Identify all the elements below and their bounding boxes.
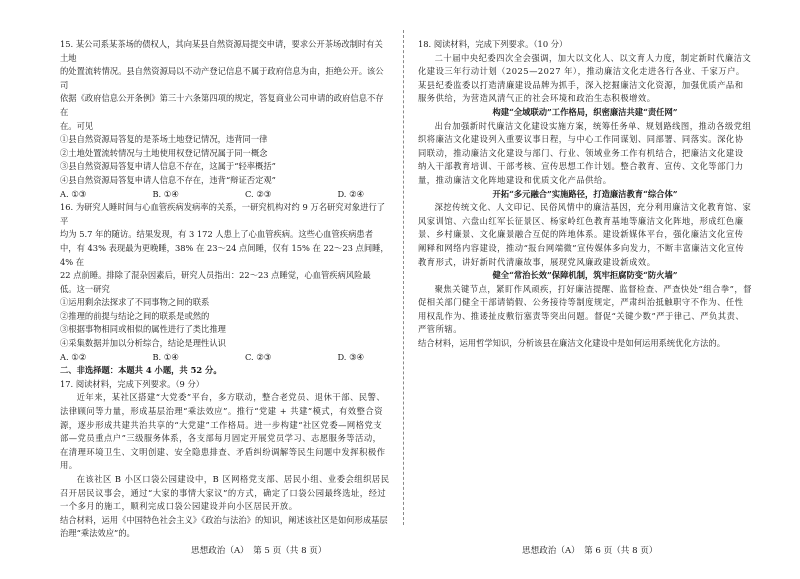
- q17-material-1: 近年来，某社区搭建“大党委”平台，多方联动，整合老党员、退休干部、民警、法律顾问等力量，形成基层治理“乘法效应”。推行“党建 + 共建”模式，有效整合资源，逐步形成共建共治共享的“大党建”工作格局。进一步构建“社区党委—网格党支部—党员重点户”三级服务体系，各支部每月固定开展党员学习、志愿服务等活动，在清理环境卫生、文明创建、安全隐患排查、矛盾纠纷调解等民生问题中发挥积极作用。: [60, 392, 386, 471]
- q15-option-d[interactable]: D. ②④: [337, 188, 364, 199]
- q18-task: 结合材料，运用哲学知识，分析该县在廉洁文化建设中是如何运用系统优化方法的。: [418, 338, 725, 349]
- q17-task: 结合材料，运用《中国特色社会主义》《政治与法治》的知识，阐述该社区是如何形成基层治理“乘法效应”的。: [60, 514, 388, 539]
- q18-material-2: 出台加强新时代廉洁文化建设实施方案，统筹任务单、规划路线图，推动各级党组织将廉洁文化建设列入重要议事日程，与中心工作同谋划、同部署、同落实。深化协同联动，推动廉洁文化建设与部门、行业、领域业务工作有机结合，把廉洁文化建设纳入干部教育培训、干部考核、宣传思想工作计划。整合教育、宣传、文化等部门力量，推动廉洁文化阵地建设和优质文化产品供给。: [418, 120, 752, 185]
- q15-item-3: ③县自然资源局答复申请人信息不存在，这属于“轻率概括”: [60, 161, 276, 172]
- q16-option-b[interactable]: B. ①④: [152, 351, 179, 362]
- q18-head: 18. 阅读材料，完成下列要求。（10 分）: [418, 39, 568, 49]
- q18-material-3: 深挖传统文化、人文印记、民俗风情中的廉洁基因，充分利用廉洁文化教育馆、家风家训馆、六盘山红军长征景区、杨家岭红色教育基地等廉洁文化阵地，形成红色廉景、乡村廉景、文化廉景融合互促的阵地体系。建设新媒体平台，强化廉洁文化宣传阐释和网络内容建设，推动“报台网端微”宣传媒体多向发力，不断丰富廉洁文化宣传教育形式，讲好新时代清廉故事，展现党风廉政建设新成效。: [418, 202, 752, 267]
- q16-options: [60, 351, 390, 365]
- q15-stem-line-4: 在。可见: [60, 120, 94, 131]
- page-divider: [403, 30, 404, 525]
- q16-stem-line-4: 22 点前睡。排除了混杂因素后，研究人员指出：22～23 点睡觉，心血管疾病风险最: [60, 270, 371, 281]
- q16-item-2: ②推理的前提与结论之间的联系是或然的: [60, 310, 210, 321]
- q15-stem-line-2: 的处置流转情况。县自然资源局以不动产登记信息不属于政府信息为由，拒绝公开。该公司: [60, 66, 384, 90]
- q18-material-4: 聚焦关键节点，紧盯作风顽疾，打好廉洁提醒、监督检查、严查快处“组合拳”，督促相关部门健全干部请销假、公务接待等制度规定，严肃纠治抵触职守不作为、任性用权乱作为、推诿扯皮敷衍塞责等突出问题。督促“关键少数”严于律己、严负其责、严管所辖。: [418, 283, 752, 335]
- q16-option-a[interactable]: A. ①②: [60, 351, 87, 362]
- q16-stem-line-5: 低。这一研究: [60, 283, 110, 294]
- question-16: [60, 201, 390, 364]
- q15-option-a[interactable]: A. ①③: [60, 188, 87, 199]
- q15-item-1: ①县自然资源局答复的是茶场土地登记情况，违背同一律: [60, 134, 268, 145]
- q17-material-2: 在该社区 B 小区口袋公园建设中，B 区网格党支部、居民小组、业委会组织居民召开居民议事会，通过“大家的事情大家议”的方式，确定了口袋公园最终选址，经过一个多月的施工，顺利完成口袋公园建设并向小区居民开放。: [60, 474, 390, 512]
- q18-subheading-3: 健全“常治长效”保障机制，筑牢拒腐防变“防火墙”: [492, 270, 678, 281]
- q16-option-d[interactable]: D. ③④: [337, 351, 364, 362]
- page-footer-right: 思想政治（A） 第 6 页（共 8 页）: [522, 546, 658, 556]
- question-15: [60, 38, 390, 201]
- page-footer-left: 思想政治（A） 第 5 页（共 8 页）: [191, 546, 327, 556]
- q16-item-4: ④采集数据并加以分析综合，结论是理性认识: [60, 338, 226, 349]
- q16-stem-line-2: 均为 5.7 年的随访。结果发现，有 3 172 人患上了心血管疾病。这些心血管疾病患者: [60, 229, 373, 240]
- q18-subheading-1: 构建“全域联动”工作格局，织密廉洁共建“责任网”: [492, 106, 678, 117]
- q16-option-c[interactable]: C. ②③: [244, 351, 272, 362]
- q16-stem-line-1: 16. 为研究人睡时间与心血管疾病发病率的关系，一研究机构对约 9 万名研究对象进行了平: [60, 202, 386, 226]
- left-page: [60, 38, 390, 541]
- section-heading: 二、非选择题：本题共 4 小题，共 52 分。: [60, 365, 222, 376]
- q15-item-4: ④县自然资源局答复申请人信息不存在，违背“辩证否定观”: [60, 174, 276, 185]
- q15-option-c[interactable]: C. ②③: [244, 188, 272, 199]
- q18-material-intro: 二十届中央纪委四次全会强调，加大以文化人、以文育人力度，制定新时代廉洁文化建设三年行动计划（2025—2027 年），推动廉洁文化走进各行各业、千家万户。某县纪委监委以打造清廉建设品牌为抓手，深入挖掘廉洁文化资源，加强优质产品和服务供给，为营造风清气正的社会环境和政治生态积极增效。: [418, 52, 752, 104]
- right-page: [418, 38, 752, 351]
- q17-head: 17. 阅读材料，完成下列要求。（9 分）: [60, 378, 205, 389]
- q18-subheading-2: 开拓“多元融合”实施路径，打造廉洁教育“综合体”: [492, 188, 678, 199]
- q15-options: [60, 188, 390, 202]
- q15-stem-line-3: 依据《政府信息公开条例》第三十六条第四项的规定，答复商业公司申请的政府信息不存在: [60, 93, 384, 117]
- q16-item-3: ③根据事物相同或相似的属性进行了类比推理: [60, 324, 226, 335]
- q15-option-b[interactable]: B. ①④: [152, 188, 179, 199]
- question-18: [418, 38, 752, 351]
- q15-stem-line-1: 15. 某公司系某茶场的债权人，其向某县自然资源局提交申请，要求公开茶场改制时有关土地: [60, 39, 383, 63]
- q15-item-2: ②土地处置流转情况与土地使用权登记情况属于同一概念: [60, 147, 268, 158]
- question-17: [60, 378, 390, 541]
- q16-stem-line-3: 中，有 43% 表现最为更晚睡，38% 在 23～24 点间睡，仅有 15% 在 22～23 点间睡，4% 在: [60, 242, 389, 267]
- q16-item-1: ①运用剩余法探求了不同事物之间的联系: [60, 297, 210, 308]
